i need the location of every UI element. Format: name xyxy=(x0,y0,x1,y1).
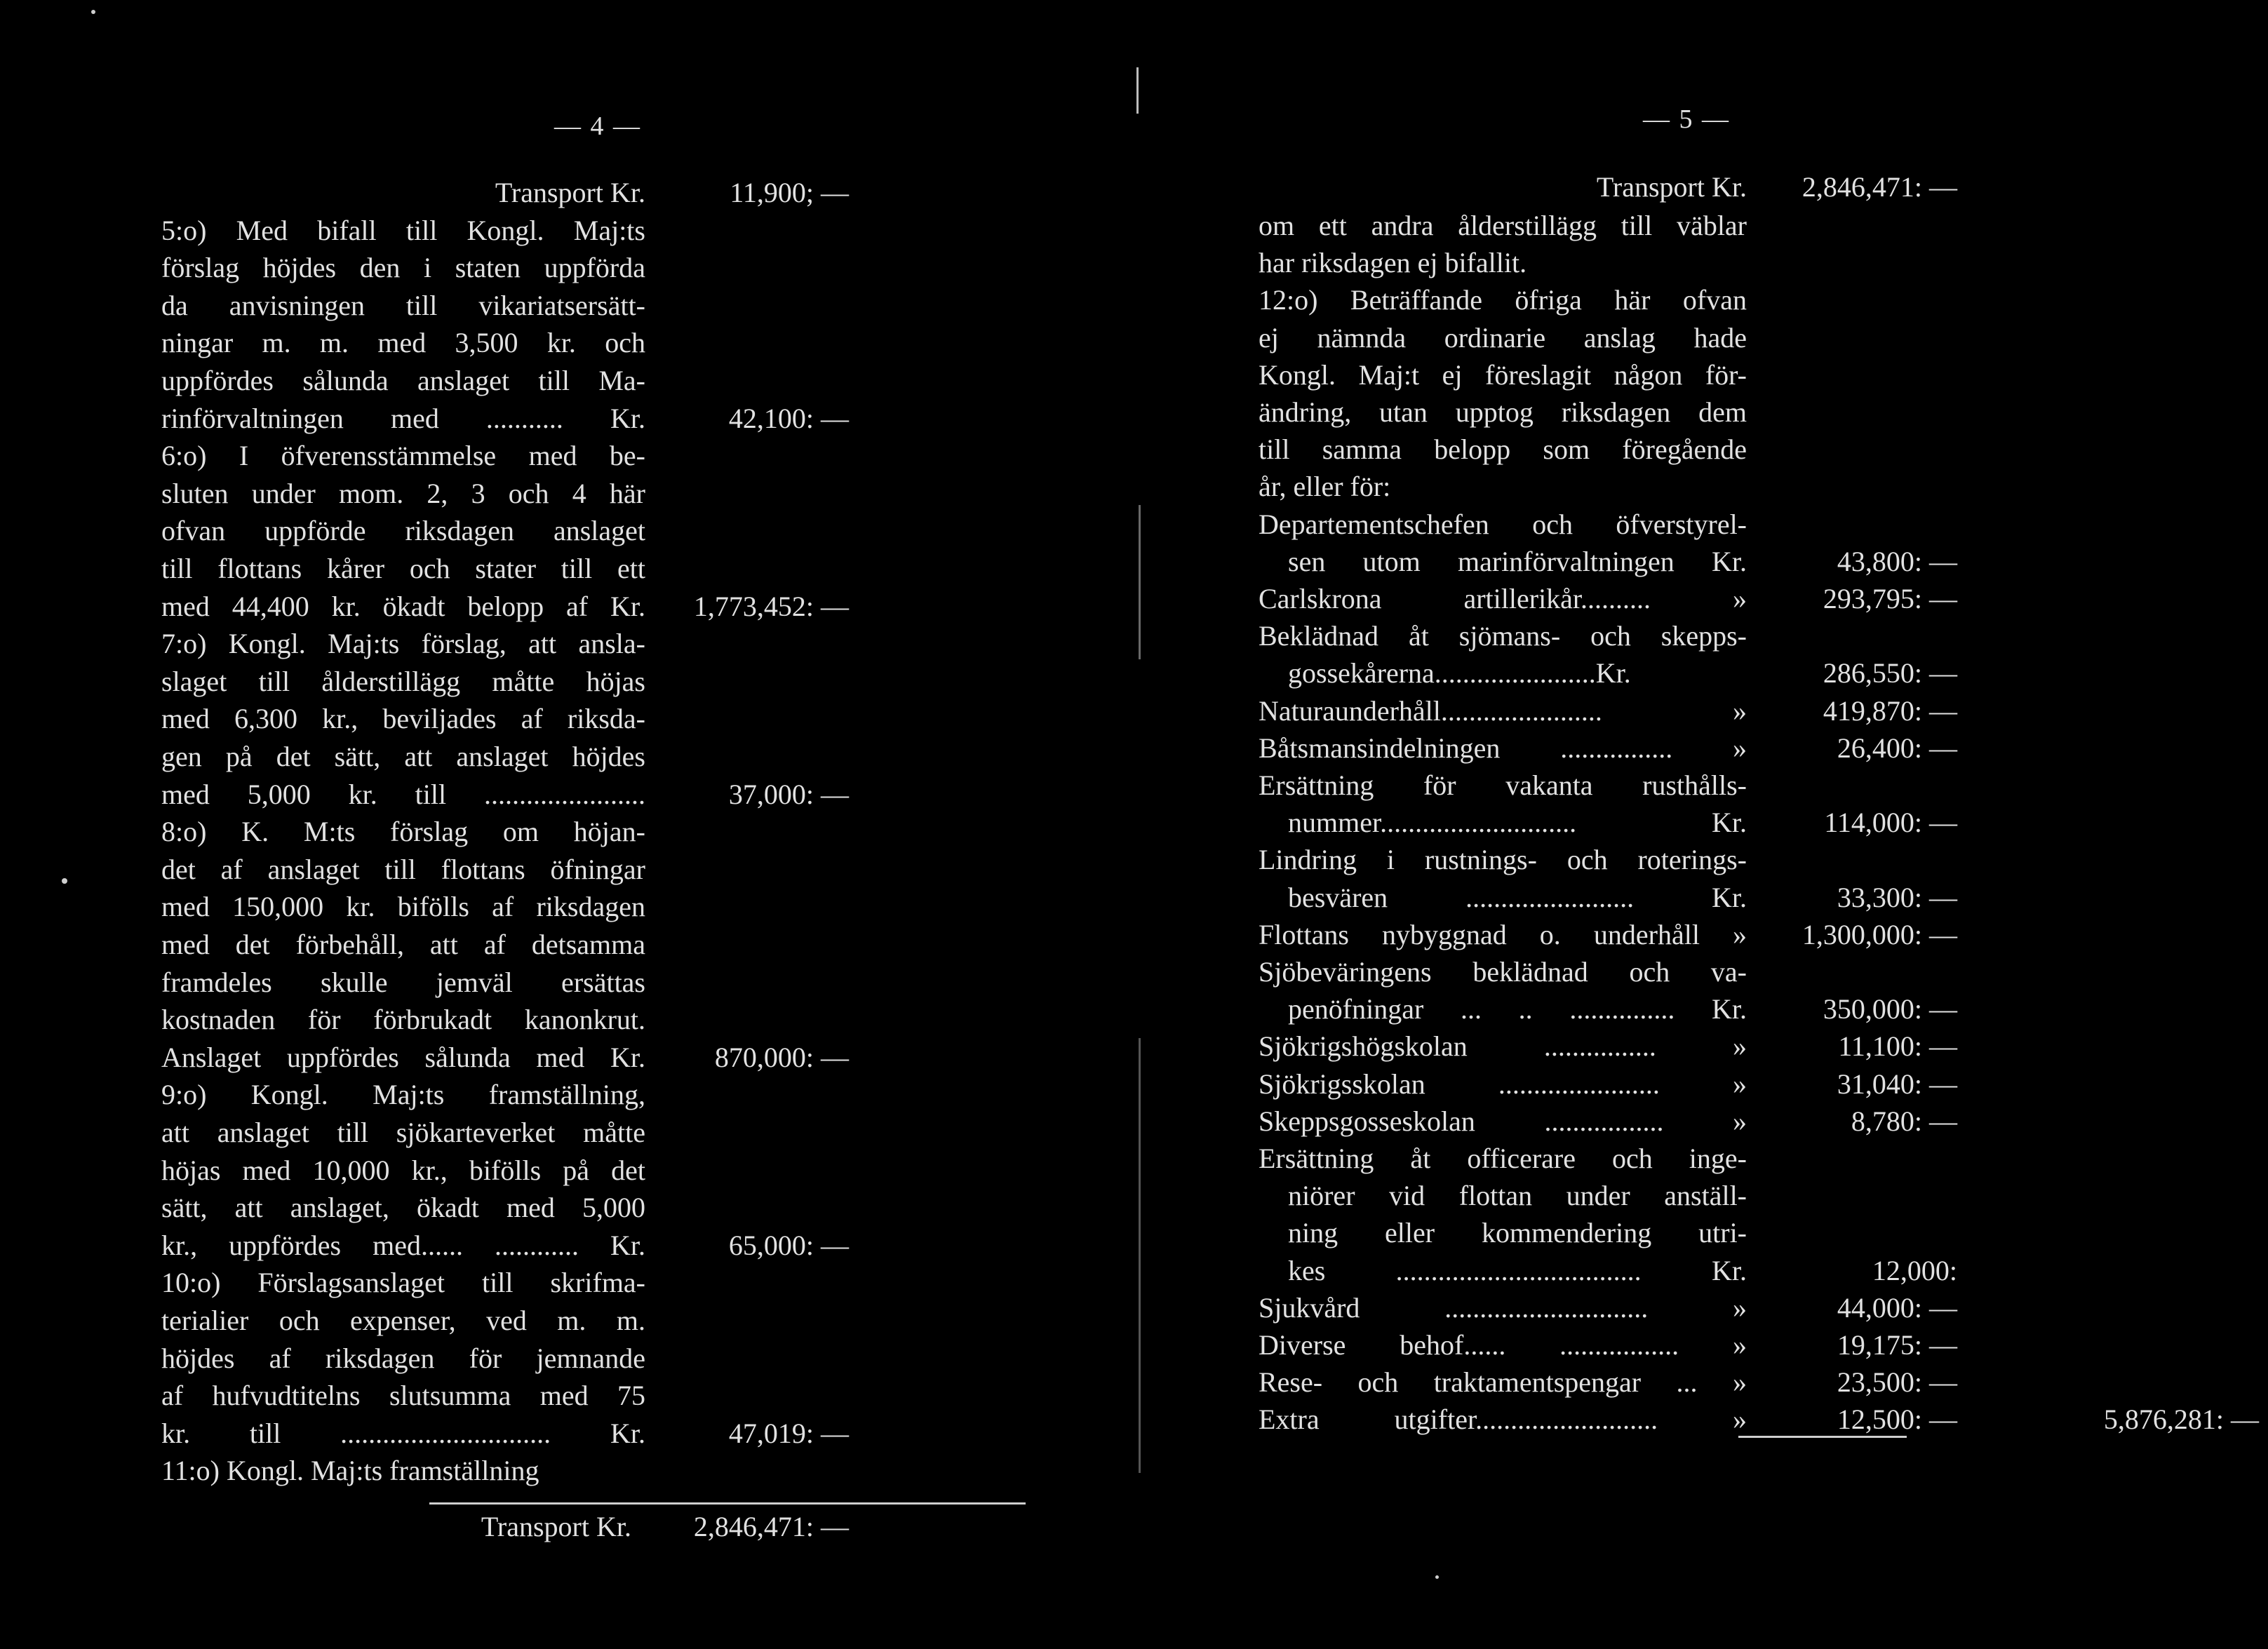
left-text-line: 5:o) Med bifall till Kongl. Maj:ts xyxy=(161,214,645,246)
right-intro-line: 12:o) Beträffande öfriga här ofvan xyxy=(1259,284,1747,316)
right-item-amount: 12,500: — xyxy=(1837,1404,1957,1436)
right-item-line: Lindring i rustnings- och roterings- xyxy=(1259,844,1747,876)
left-text-line: af hufvudtitelns slutsumma med 75 xyxy=(161,1380,645,1412)
right-item-line: Naturaunderhåll....................... » xyxy=(1259,694,1747,727)
right-item-amount: 286,550: — xyxy=(1823,657,1957,689)
left-text-line: 10:o) Förslagsanslaget till skrifma- xyxy=(161,1267,645,1299)
left-text-line: höjdes af riksdagen för jemnande xyxy=(161,1342,645,1374)
left-text-line: att anslaget till sjökarteverket måtte xyxy=(161,1117,645,1148)
left-amount: 65,000: — xyxy=(728,1229,849,1261)
right-item-line: niörer vid flottan under anställ- xyxy=(1288,1180,1747,1212)
left-text-line: med 6,300 kr., beviljades af riksda- xyxy=(161,703,645,735)
right-item-amount: 23,500: — xyxy=(1837,1366,1957,1399)
right-item-line: Skeppsgosseskolan ................. » xyxy=(1259,1105,1747,1137)
right-item-line: Sjökrigsskolan ....................... » xyxy=(1259,1068,1747,1100)
right-item-amount: 11,100: — xyxy=(1838,1030,1957,1063)
right-item-line: ning eller kommendering utri- xyxy=(1288,1217,1747,1249)
right-item-amount: 8,780: — xyxy=(1851,1105,1957,1137)
left-text-line: sätt, att anslaget, ökadt med 5,000 xyxy=(161,1192,645,1224)
gutter-line-top xyxy=(1136,67,1139,114)
right-item-amount: 114,000: — xyxy=(1824,807,1957,839)
left-text-line: 7:o) Kongl. Maj:ts förslag, att ansla- xyxy=(161,628,645,660)
left-text-line: gen på det sätt, att anslaget höjdes xyxy=(161,741,645,772)
left-amount: 47,019: — xyxy=(728,1417,849,1449)
right-item-amount: 293,795: — xyxy=(1823,583,1957,614)
left-footer-label: Transport Kr. xyxy=(481,1511,631,1542)
right-item-line: Diverse behof...... ................. » xyxy=(1259,1329,1747,1361)
right-item-line: Extra utgifter.......................... » xyxy=(1259,1404,1747,1436)
right-item-line: Ersättning åt officerare och inge- xyxy=(1259,1143,1747,1174)
left-text-line: förslag höjdes den i staten uppförda xyxy=(161,252,645,284)
gutter-line-mid xyxy=(1139,505,1141,659)
right-item-line: Flottans nybyggnad o. underhåll » xyxy=(1259,918,1747,950)
left-text-line: rinförvaltningen med ........... Kr. xyxy=(161,402,645,434)
right-item-line: Carlskrona artillerikår.......... » xyxy=(1259,583,1747,614)
left-amount: 37,000: — xyxy=(728,778,849,810)
right-header-amount: 2,846,471: — xyxy=(1801,171,1957,203)
right-intro-line: till samma belopp som föregående xyxy=(1259,433,1747,466)
left-text-line: 6:o) I öfverensstämmelse med be- xyxy=(161,440,645,472)
left-text-line: slaget till ålderstillägg måtte höjas xyxy=(161,665,645,697)
right-item-line: Rese- och traktamentspengar ... » xyxy=(1259,1366,1747,1399)
right-item-line: Sjukvård ............................. » xyxy=(1259,1291,1747,1324)
right-item-line: besvären ........................ Kr. xyxy=(1288,881,1747,913)
left-amount: 870,000: — xyxy=(714,1041,849,1073)
left-text-line: framdeles skulle jemväl ersättas xyxy=(161,966,645,998)
right-item-line: Departementschefen och öfverstyrel- xyxy=(1259,508,1747,540)
left-text-line: med det förbehåll, att af detsamma xyxy=(161,929,645,960)
left-text-line: kr. till .............................. Kr. xyxy=(161,1417,645,1449)
right-intro-line: år, eller för: xyxy=(1259,471,1391,503)
left-text-line: sluten under mom. 2, 3 och 4 här xyxy=(161,477,645,509)
left-amount: 42,100: — xyxy=(728,402,849,434)
right-item-amount: 31,040: — xyxy=(1837,1068,1957,1100)
right-intro-line: ändring, utan upptog riksdagen dem xyxy=(1259,396,1747,428)
right-intro-line: om ett andra ålderstillägg till väblar xyxy=(1259,210,1747,241)
left-text-line: da anvisningen till vikariatsersätt- xyxy=(161,289,645,321)
right-item-amount: 33,300: — xyxy=(1837,881,1957,913)
right-item-line: Sjökrigshögskolan ................ » xyxy=(1259,1030,1747,1063)
left-text-line: Anslaget uppfördes sålunda med Kr. xyxy=(161,1041,645,1073)
left-text-line: 8:o) K. M:ts förslag om höjan- xyxy=(161,816,645,848)
right-item-amount: 350,000: — xyxy=(1823,993,1957,1025)
right-sum-rule xyxy=(1738,1436,1907,1438)
left-transport-rule xyxy=(429,1502,1026,1505)
right-intro-line: ej nämnda ordinarie anslag hade xyxy=(1259,321,1747,354)
right-item-amount: 19,175: — xyxy=(1837,1329,1957,1361)
right-intro-line: Kongl. Maj:t ej föreslagit någon för- xyxy=(1259,358,1747,391)
right-item-line: Beklädnad åt sjömans- och skepps- xyxy=(1259,620,1747,652)
left-text-line: med 44,400 kr. ökadt belopp af Kr. xyxy=(161,590,645,622)
right-grand-total: 5,876,281: — xyxy=(2103,1404,2259,1436)
right-item-line: sen utom marinförvaltningen Kr. xyxy=(1288,545,1747,577)
right-item-line: Sjöbeväringens beklädnad och va- xyxy=(1259,956,1747,988)
left-text-line: 11:o) Kongl. Maj:ts framställning xyxy=(161,1455,539,1487)
right-item-amount: 26,400: — xyxy=(1837,732,1957,764)
left-footer-amount: 2,846,471: — xyxy=(693,1511,849,1542)
left-text-line: ofvan uppförde riksdagen anslaget xyxy=(161,515,645,547)
left-text-line: med 5,000 kr. till ....................... xyxy=(161,778,645,810)
right-item-amount: 44,000: — xyxy=(1837,1291,1957,1324)
speck-left-margin xyxy=(62,878,67,884)
left-text-line: 9:o) Kongl. Maj:ts framställning, xyxy=(161,1079,645,1111)
speck-top-left xyxy=(91,10,95,14)
right-item-line: gossekårerna.......................Kr. xyxy=(1288,657,1631,689)
right-item-amount: 43,800: — xyxy=(1837,545,1957,577)
left-text-line: till flottans kårer och stater till ett xyxy=(161,553,645,584)
right-item-amount: 1,300,000: — xyxy=(1801,918,1957,950)
left-amount: 1,773,452: — xyxy=(693,590,849,622)
right-item-line: Ersättning för vakanta rusthålls- xyxy=(1259,769,1747,801)
left-text-line: terialier och expenser, ved m. m. xyxy=(161,1305,645,1336)
right-header-label: Transport Kr. xyxy=(1596,171,1747,203)
right-item-line: nummer............................ Kr. xyxy=(1288,807,1747,839)
left-text-line: höjas med 10,000 kr., bifölls på det xyxy=(161,1154,645,1186)
left-text-line: Transport Kr. xyxy=(495,177,645,208)
right-page-number: — 5 — xyxy=(1643,105,1730,134)
left-amount: 11,900; — xyxy=(730,177,849,208)
speck-bottom-center xyxy=(1435,1575,1439,1579)
right-item-amount: 419,870: — xyxy=(1823,694,1957,727)
right-item-line: penöfningar ... .. ............... Kr. xyxy=(1288,993,1747,1025)
left-page-number: — 4 — xyxy=(554,112,641,141)
right-intro-line: har riksdagen ej bifallit. xyxy=(1259,247,1527,279)
left-text-line: kostnaden för förbrukadt kanonkrut. xyxy=(161,1004,645,1036)
left-text-line: med 150,000 kr. bifölls af riksdagen xyxy=(161,891,645,923)
right-item-amount: 12,000: xyxy=(1872,1254,1957,1286)
gutter-line-low xyxy=(1139,1038,1141,1473)
left-text-line: kr., uppfördes med...... ............ Kr. xyxy=(161,1229,645,1261)
left-text-line: uppfördes sålunda anslaget till Ma- xyxy=(161,365,645,396)
left-text-line: det af anslaget till flottans öfningar xyxy=(161,853,645,885)
left-text-line: ningar m. m. med 3,500 kr. och xyxy=(161,327,645,359)
right-item-line: kes ................................... Kr. xyxy=(1288,1254,1747,1286)
right-item-line: Båtsmansindelningen ................ » xyxy=(1259,732,1747,764)
